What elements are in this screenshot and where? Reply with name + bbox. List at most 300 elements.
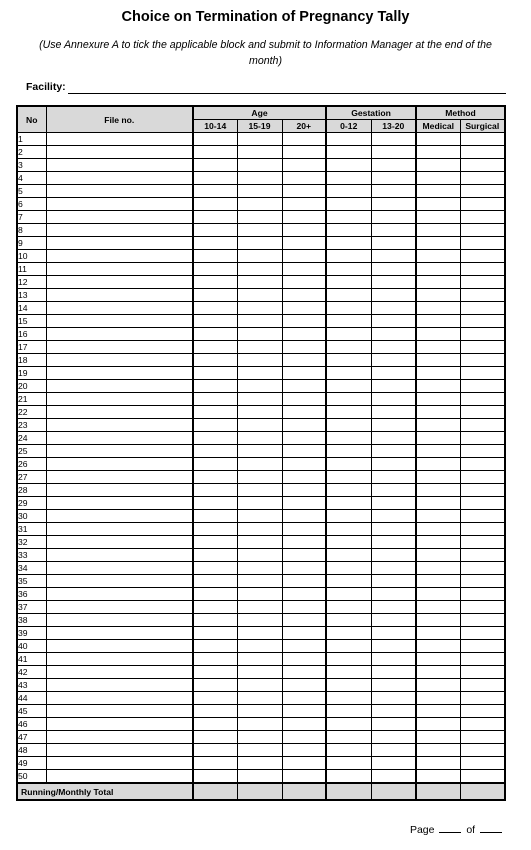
tick-cell[interactable] [326, 393, 371, 406]
tick-cell[interactable] [282, 614, 326, 627]
tick-cell[interactable] [193, 198, 237, 211]
tick-cell[interactable] [460, 406, 505, 419]
tick-cell[interactable] [237, 328, 282, 341]
total-cell[interactable] [237, 783, 282, 800]
tick-cell[interactable] [237, 471, 282, 484]
tick-cell[interactable] [460, 367, 505, 380]
tick-cell[interactable] [282, 224, 326, 237]
tick-cell[interactable] [282, 263, 326, 276]
tick-cell[interactable] [371, 328, 416, 341]
tick-cell[interactable] [326, 172, 371, 185]
tick-cell[interactable] [460, 198, 505, 211]
tick-cell[interactable] [282, 627, 326, 640]
tick-cell[interactable] [193, 523, 237, 536]
tick-cell[interactable] [371, 679, 416, 692]
file-no-cell[interactable] [46, 627, 193, 640]
tick-cell[interactable] [282, 276, 326, 289]
tick-cell[interactable] [193, 614, 237, 627]
tick-cell[interactable] [193, 562, 237, 575]
tick-cell[interactable] [416, 666, 460, 679]
file-no-cell[interactable] [46, 393, 193, 406]
tick-cell[interactable] [326, 432, 371, 445]
tick-cell[interactable] [460, 146, 505, 159]
tick-cell[interactable] [460, 224, 505, 237]
tick-cell[interactable] [326, 237, 371, 250]
tick-cell[interactable] [237, 146, 282, 159]
tick-cell[interactable] [326, 406, 371, 419]
tick-cell[interactable] [326, 588, 371, 601]
tick-cell[interactable] [237, 692, 282, 705]
tick-cell[interactable] [237, 133, 282, 146]
tick-cell[interactable] [371, 510, 416, 523]
tick-cell[interactable] [282, 666, 326, 679]
tick-cell[interactable] [371, 159, 416, 172]
tick-cell[interactable] [371, 562, 416, 575]
file-no-cell[interactable] [46, 770, 193, 784]
tick-cell[interactable] [193, 211, 237, 224]
tick-cell[interactable] [460, 744, 505, 757]
tick-cell[interactable] [193, 744, 237, 757]
tick-cell[interactable] [416, 718, 460, 731]
tick-cell[interactable] [237, 718, 282, 731]
tick-cell[interactable] [326, 653, 371, 666]
tick-cell[interactable] [237, 263, 282, 276]
file-no-cell[interactable] [46, 575, 193, 588]
tick-cell[interactable] [282, 588, 326, 601]
tick-cell[interactable] [237, 432, 282, 445]
tick-cell[interactable] [371, 250, 416, 263]
tick-cell[interactable] [237, 497, 282, 510]
tick-cell[interactable] [326, 627, 371, 640]
tick-cell[interactable] [371, 770, 416, 784]
tick-cell[interactable] [193, 471, 237, 484]
tick-cell[interactable] [326, 341, 371, 354]
tick-cell[interactable] [282, 523, 326, 536]
tick-cell[interactable] [237, 666, 282, 679]
tick-cell[interactable] [193, 289, 237, 302]
tick-cell[interactable] [326, 770, 371, 784]
tick-cell[interactable] [371, 445, 416, 458]
tick-cell[interactable] [460, 185, 505, 198]
tick-cell[interactable] [326, 731, 371, 744]
tick-cell[interactable] [416, 276, 460, 289]
tick-cell[interactable] [371, 198, 416, 211]
tick-cell[interactable] [371, 744, 416, 757]
tick-cell[interactable] [416, 198, 460, 211]
tick-cell[interactable] [371, 367, 416, 380]
file-no-cell[interactable] [46, 588, 193, 601]
tick-cell[interactable] [193, 237, 237, 250]
file-no-cell[interactable] [46, 744, 193, 757]
tick-cell[interactable] [193, 510, 237, 523]
tick-cell[interactable] [193, 497, 237, 510]
file-no-cell[interactable] [46, 315, 193, 328]
tick-cell[interactable] [416, 393, 460, 406]
tick-cell[interactable] [371, 705, 416, 718]
tick-cell[interactable] [237, 289, 282, 302]
tick-cell[interactable] [460, 575, 505, 588]
tick-cell[interactable] [416, 549, 460, 562]
tick-cell[interactable] [282, 185, 326, 198]
tick-cell[interactable] [371, 133, 416, 146]
tick-cell[interactable] [282, 770, 326, 784]
tick-cell[interactable] [282, 315, 326, 328]
tick-cell[interactable] [460, 627, 505, 640]
tick-cell[interactable] [237, 679, 282, 692]
tick-cell[interactable] [237, 250, 282, 263]
file-no-cell[interactable] [46, 198, 193, 211]
tick-cell[interactable] [326, 159, 371, 172]
tick-cell[interactable] [237, 523, 282, 536]
tick-cell[interactable] [326, 419, 371, 432]
file-no-cell[interactable] [46, 549, 193, 562]
tick-cell[interactable] [460, 133, 505, 146]
tick-cell[interactable] [460, 354, 505, 367]
tick-cell[interactable] [416, 419, 460, 432]
file-no-cell[interactable] [46, 224, 193, 237]
file-no-cell[interactable] [46, 419, 193, 432]
tick-cell[interactable] [460, 718, 505, 731]
tick-cell[interactable] [193, 302, 237, 315]
file-no-cell[interactable] [46, 562, 193, 575]
tick-cell[interactable] [371, 315, 416, 328]
tick-cell[interactable] [326, 276, 371, 289]
tick-cell[interactable] [193, 328, 237, 341]
tick-cell[interactable] [371, 536, 416, 549]
file-no-cell[interactable] [46, 354, 193, 367]
tick-cell[interactable] [416, 146, 460, 159]
tick-cell[interactable] [416, 185, 460, 198]
tick-cell[interactable] [282, 159, 326, 172]
tick-cell[interactable] [460, 471, 505, 484]
tick-cell[interactable] [193, 484, 237, 497]
tick-cell[interactable] [460, 328, 505, 341]
tick-cell[interactable] [326, 549, 371, 562]
tick-cell[interactable] [326, 718, 371, 731]
tick-cell[interactable] [237, 419, 282, 432]
tick-cell[interactable] [326, 354, 371, 367]
total-cell[interactable] [416, 783, 460, 800]
tick-cell[interactable] [416, 731, 460, 744]
tick-cell[interactable] [237, 211, 282, 224]
tick-cell[interactable] [193, 159, 237, 172]
tick-cell[interactable] [193, 432, 237, 445]
tick-cell[interactable] [326, 380, 371, 393]
tick-cell[interactable] [416, 497, 460, 510]
tick-cell[interactable] [460, 666, 505, 679]
tick-cell[interactable] [460, 341, 505, 354]
tick-cell[interactable] [371, 354, 416, 367]
tick-cell[interactable] [416, 705, 460, 718]
tick-cell[interactable] [282, 458, 326, 471]
tick-cell[interactable] [416, 575, 460, 588]
tick-cell[interactable] [282, 146, 326, 159]
file-no-cell[interactable] [46, 237, 193, 250]
tick-cell[interactable] [460, 497, 505, 510]
tick-cell[interactable] [326, 146, 371, 159]
tick-cell[interactable] [371, 406, 416, 419]
tick-cell[interactable] [460, 315, 505, 328]
tick-cell[interactable] [326, 614, 371, 627]
tick-cell[interactable] [237, 484, 282, 497]
tick-cell[interactable] [282, 445, 326, 458]
file-no-cell[interactable] [46, 679, 193, 692]
tick-cell[interactable] [282, 250, 326, 263]
tick-cell[interactable] [460, 172, 505, 185]
tick-cell[interactable] [193, 263, 237, 276]
tick-cell[interactable] [282, 380, 326, 393]
tick-cell[interactable] [193, 380, 237, 393]
tick-cell[interactable] [193, 770, 237, 784]
tick-cell[interactable] [326, 692, 371, 705]
tick-cell[interactable] [416, 614, 460, 627]
tick-cell[interactable] [460, 458, 505, 471]
tick-cell[interactable] [237, 315, 282, 328]
tick-cell[interactable] [282, 133, 326, 146]
tick-cell[interactable] [282, 653, 326, 666]
tick-cell[interactable] [237, 185, 282, 198]
tick-cell[interactable] [193, 536, 237, 549]
tick-cell[interactable] [193, 341, 237, 354]
tick-cell[interactable] [237, 354, 282, 367]
file-no-cell[interactable] [46, 172, 193, 185]
facility-line[interactable] [68, 93, 506, 94]
tick-cell[interactable] [326, 185, 371, 198]
tick-cell[interactable] [282, 237, 326, 250]
tick-cell[interactable] [416, 159, 460, 172]
tick-cell[interactable] [460, 770, 505, 784]
tick-cell[interactable] [237, 367, 282, 380]
tick-cell[interactable] [237, 445, 282, 458]
tick-cell[interactable] [371, 575, 416, 588]
tick-cell[interactable] [237, 536, 282, 549]
tick-cell[interactable] [460, 432, 505, 445]
tick-cell[interactable] [371, 757, 416, 770]
tick-cell[interactable] [193, 692, 237, 705]
tick-cell[interactable] [416, 250, 460, 263]
tick-cell[interactable] [326, 536, 371, 549]
tick-cell[interactable] [460, 757, 505, 770]
tick-cell[interactable] [282, 289, 326, 302]
tick-cell[interactable] [282, 562, 326, 575]
tick-cell[interactable] [237, 458, 282, 471]
tick-cell[interactable] [326, 601, 371, 614]
tick-cell[interactable] [237, 276, 282, 289]
tick-cell[interactable] [193, 393, 237, 406]
tick-cell[interactable] [326, 250, 371, 263]
tick-cell[interactable] [416, 653, 460, 666]
tick-cell[interactable] [193, 250, 237, 263]
tick-cell[interactable] [282, 718, 326, 731]
tick-cell[interactable] [237, 341, 282, 354]
tick-cell[interactable] [282, 211, 326, 224]
tick-cell[interactable] [416, 484, 460, 497]
tick-cell[interactable] [460, 263, 505, 276]
tick-cell[interactable] [371, 419, 416, 432]
tick-cell[interactable] [371, 523, 416, 536]
tick-cell[interactable] [371, 471, 416, 484]
tick-cell[interactable] [282, 575, 326, 588]
tick-cell[interactable] [416, 224, 460, 237]
tick-cell[interactable] [416, 562, 460, 575]
tick-cell[interactable] [237, 172, 282, 185]
tick-cell[interactable] [416, 432, 460, 445]
tick-cell[interactable] [460, 419, 505, 432]
tick-cell[interactable] [282, 367, 326, 380]
file-no-cell[interactable] [46, 211, 193, 224]
tick-cell[interactable] [326, 289, 371, 302]
file-no-cell[interactable] [46, 432, 193, 445]
total-cell[interactable] [371, 783, 416, 800]
tick-cell[interactable] [282, 341, 326, 354]
tick-cell[interactable] [193, 276, 237, 289]
file-no-cell[interactable] [46, 601, 193, 614]
tick-cell[interactable] [282, 731, 326, 744]
tick-cell[interactable] [282, 393, 326, 406]
tick-cell[interactable] [282, 354, 326, 367]
file-no-cell[interactable] [46, 159, 193, 172]
tick-cell[interactable] [326, 367, 371, 380]
tick-cell[interactable] [326, 302, 371, 315]
tick-cell[interactable] [371, 146, 416, 159]
tick-cell[interactable] [237, 380, 282, 393]
tick-cell[interactable] [193, 705, 237, 718]
file-no-cell[interactable] [46, 328, 193, 341]
tick-cell[interactable] [416, 341, 460, 354]
file-no-cell[interactable] [46, 705, 193, 718]
tick-cell[interactable] [326, 666, 371, 679]
tick-cell[interactable] [416, 133, 460, 146]
file-no-cell[interactable] [46, 250, 193, 263]
tick-cell[interactable] [371, 692, 416, 705]
tick-cell[interactable] [193, 601, 237, 614]
tick-cell[interactable] [282, 432, 326, 445]
tick-cell[interactable] [460, 276, 505, 289]
tick-cell[interactable] [326, 562, 371, 575]
tick-cell[interactable] [193, 458, 237, 471]
tick-cell[interactable] [237, 302, 282, 315]
tick-cell[interactable] [237, 601, 282, 614]
file-no-cell[interactable] [46, 666, 193, 679]
tick-cell[interactable] [460, 237, 505, 250]
file-no-cell[interactable] [46, 718, 193, 731]
tick-cell[interactable] [326, 744, 371, 757]
tick-cell[interactable] [416, 302, 460, 315]
tick-cell[interactable] [282, 419, 326, 432]
tick-cell[interactable] [282, 536, 326, 549]
file-no-cell[interactable] [46, 367, 193, 380]
tick-cell[interactable] [371, 185, 416, 198]
tick-cell[interactable] [371, 601, 416, 614]
tick-cell[interactable] [371, 588, 416, 601]
tick-cell[interactable] [416, 211, 460, 224]
tick-cell[interactable] [416, 406, 460, 419]
tick-cell[interactable] [326, 471, 371, 484]
tick-cell[interactable] [460, 510, 505, 523]
tick-cell[interactable] [416, 263, 460, 276]
tick-cell[interactable] [193, 224, 237, 237]
tick-cell[interactable] [326, 497, 371, 510]
tick-cell[interactable] [282, 497, 326, 510]
tick-cell[interactable] [193, 640, 237, 653]
tick-cell[interactable] [416, 172, 460, 185]
tick-cell[interactable] [460, 731, 505, 744]
tick-cell[interactable] [371, 640, 416, 653]
tick-cell[interactable] [416, 328, 460, 341]
tick-cell[interactable] [326, 198, 371, 211]
tick-cell[interactable] [282, 406, 326, 419]
tick-cell[interactable] [416, 380, 460, 393]
tick-cell[interactable] [460, 692, 505, 705]
tick-cell[interactable] [326, 211, 371, 224]
tick-cell[interactable] [371, 731, 416, 744]
tick-cell[interactable] [460, 601, 505, 614]
tick-cell[interactable] [460, 549, 505, 562]
file-no-cell[interactable] [46, 458, 193, 471]
tick-cell[interactable] [282, 510, 326, 523]
tick-cell[interactable] [237, 757, 282, 770]
tick-cell[interactable] [282, 601, 326, 614]
file-no-cell[interactable] [46, 471, 193, 484]
tick-cell[interactable] [237, 562, 282, 575]
tick-cell[interactable] [237, 575, 282, 588]
tick-cell[interactable] [460, 250, 505, 263]
tick-cell[interactable] [326, 640, 371, 653]
total-cell[interactable] [282, 783, 326, 800]
file-no-cell[interactable] [46, 289, 193, 302]
tick-cell[interactable] [193, 679, 237, 692]
file-no-cell[interactable] [46, 133, 193, 146]
tick-cell[interactable] [460, 679, 505, 692]
total-cell[interactable] [460, 783, 505, 800]
tick-cell[interactable] [460, 302, 505, 315]
tick-cell[interactable] [371, 380, 416, 393]
tick-cell[interactable] [282, 484, 326, 497]
tick-cell[interactable] [282, 549, 326, 562]
tick-cell[interactable] [326, 757, 371, 770]
tick-cell[interactable] [371, 549, 416, 562]
tick-cell[interactable] [416, 627, 460, 640]
tick-cell[interactable] [371, 718, 416, 731]
file-no-cell[interactable] [46, 185, 193, 198]
tick-cell[interactable] [237, 393, 282, 406]
tick-cell[interactable] [371, 341, 416, 354]
tick-cell[interactable] [193, 133, 237, 146]
tick-cell[interactable] [416, 601, 460, 614]
tick-cell[interactable] [371, 458, 416, 471]
tick-cell[interactable] [371, 666, 416, 679]
file-no-cell[interactable] [46, 341, 193, 354]
tick-cell[interactable] [237, 406, 282, 419]
tick-cell[interactable] [326, 458, 371, 471]
tick-cell[interactable] [371, 302, 416, 315]
total-cell[interactable] [193, 783, 237, 800]
file-no-cell[interactable] [46, 380, 193, 393]
tick-cell[interactable] [326, 328, 371, 341]
tick-cell[interactable] [416, 445, 460, 458]
tick-cell[interactable] [371, 276, 416, 289]
tick-cell[interactable] [193, 653, 237, 666]
file-no-cell[interactable] [46, 484, 193, 497]
tick-cell[interactable] [326, 315, 371, 328]
facility-field[interactable] [26, 81, 506, 95]
tick-cell[interactable] [416, 679, 460, 692]
tick-cell[interactable] [460, 211, 505, 224]
tick-cell[interactable] [416, 523, 460, 536]
tick-cell[interactable] [193, 367, 237, 380]
tick-cell[interactable] [416, 640, 460, 653]
tick-cell[interactable] [326, 484, 371, 497]
